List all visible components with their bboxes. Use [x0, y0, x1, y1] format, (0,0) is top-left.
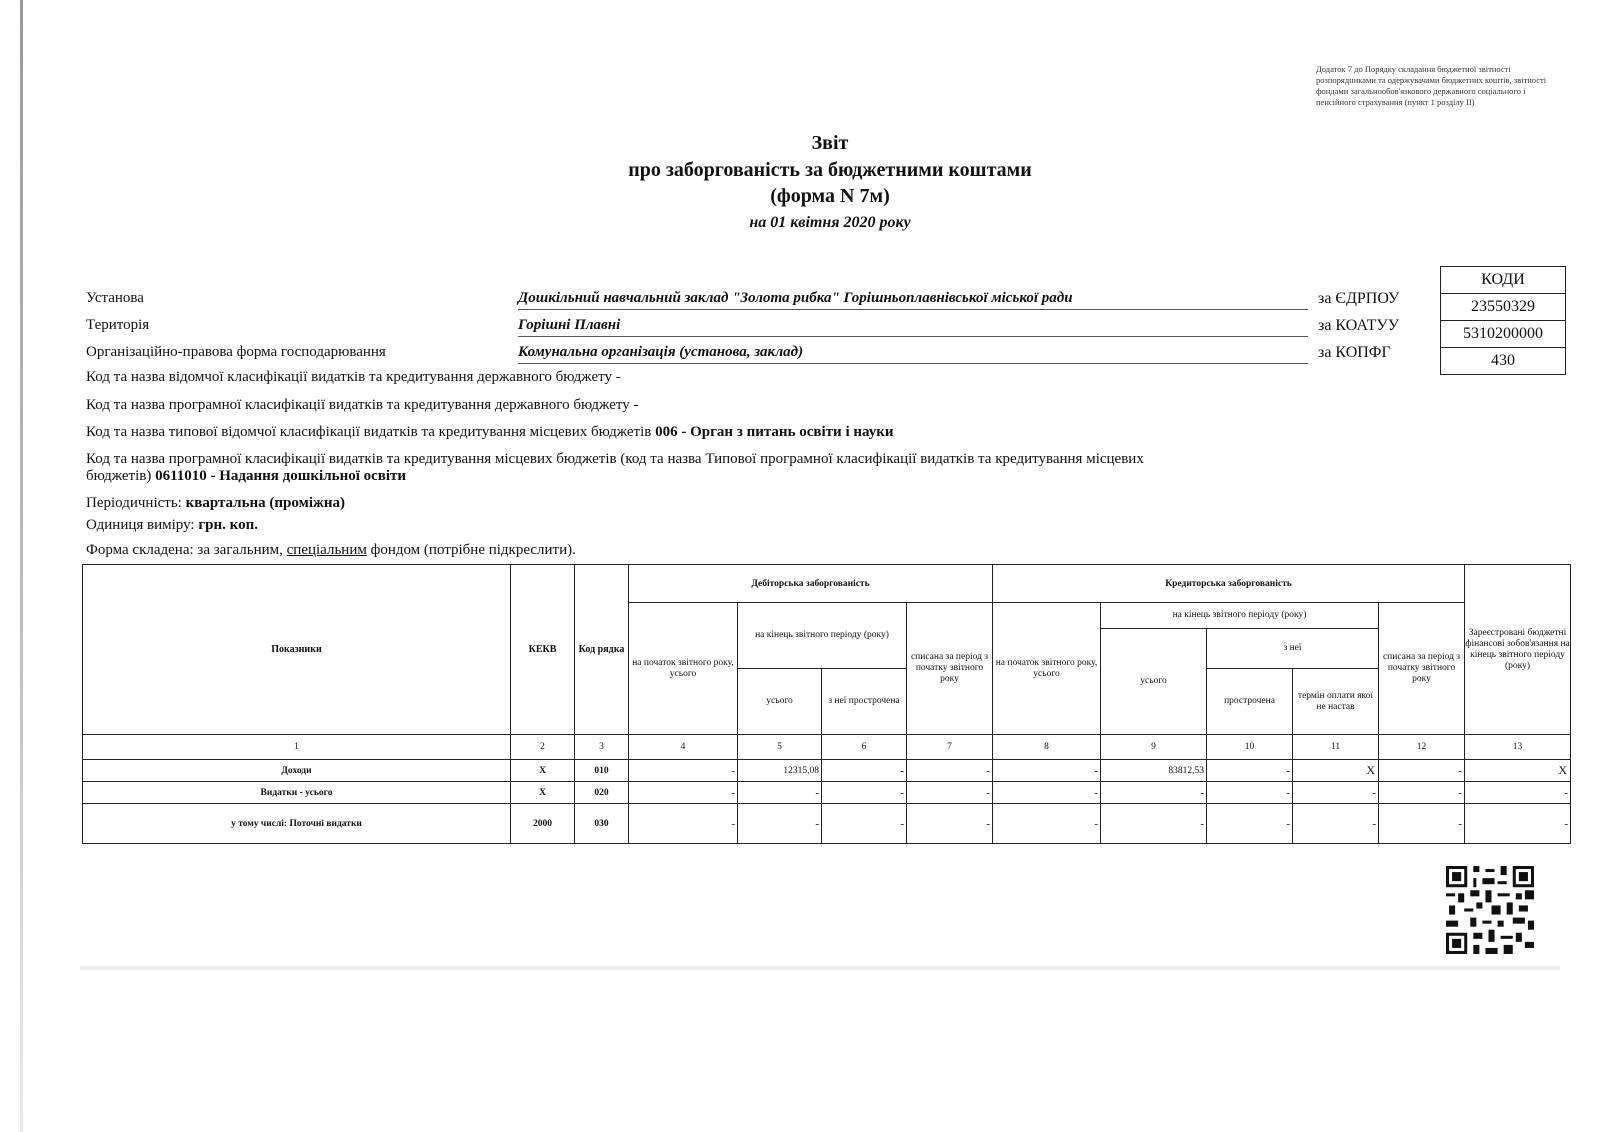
cell: X — [1293, 760, 1379, 782]
row-name: Видатки - усього — [83, 782, 511, 804]
header-debit-overdue: з неї прострочена — [822, 669, 907, 735]
kopfg-code: 430 — [1441, 348, 1566, 375]
colnum: 10 — [1207, 735, 1293, 760]
cell: - — [1293, 804, 1379, 844]
prog-class-line: Код та назва програмної класифікації видатків та кредитування державного бюджету - — [86, 397, 639, 413]
edrpou-code: 23550329 — [1441, 294, 1566, 321]
cell: - — [993, 782, 1101, 804]
cell: - — [1293, 782, 1379, 804]
local-prog-class-text-b: бюджетів) — [86, 468, 152, 484]
periodicity-value: квартальна (проміжна) — [185, 495, 346, 511]
fund-text-b: фондом (потрібне підкреслити). — [370, 542, 576, 558]
cell: - — [907, 804, 993, 844]
header-credit-total: усього — [1101, 629, 1207, 735]
cell: - — [1465, 782, 1571, 804]
institution-label: Установа — [86, 290, 144, 306]
row-code: 010 — [575, 760, 629, 782]
colnum: 4 — [629, 735, 738, 760]
header-indicators: Показники — [83, 565, 511, 735]
header-credit-notdue: термін оплати якої не настав — [1293, 669, 1379, 735]
unit-value: грн. коп. — [198, 517, 258, 533]
scan-artifact — [80, 966, 1560, 970]
cell: - — [1207, 760, 1293, 782]
local-prog-class-line — [86, 451, 1386, 485]
local-prog-class-text-a: Код та назва програмної класифікації видатків та кредитування місцевих бюджетів (код та назва Типової програмної класифікації видатків та кредитування місцевих — [86, 451, 1144, 467]
header-debit-end: на кінець звітного періоду (року) — [738, 603, 907, 669]
territory-value: Горішні Плавні — [518, 317, 1308, 337]
cell: - — [1379, 760, 1465, 782]
cell: - — [907, 760, 993, 782]
cell: X — [1465, 760, 1571, 782]
territory-label: Територія — [86, 317, 150, 333]
column-numbers-row — [83, 735, 1571, 760]
colnum: 2 — [511, 735, 575, 760]
form-value: Комунальна організація (установа, заклад) — [518, 344, 1308, 364]
report-subtitle: про заборгованість за бюджетними коштами — [628, 159, 1032, 181]
header-debit-start: на початок звітного року, усього — [629, 603, 738, 735]
header-credit: Кредиторська заборгованість — [993, 565, 1465, 603]
cell: - — [993, 804, 1101, 844]
row-code: 020 — [575, 782, 629, 804]
row-kekv: 2000 — [511, 804, 575, 844]
codes-title: КОДИ — [1441, 267, 1566, 294]
fund-line — [86, 542, 576, 559]
cell: - — [629, 804, 738, 844]
header-row-code: Код рядка — [575, 565, 629, 735]
cell: - — [1207, 804, 1293, 844]
header-credit-overdue: прострочена — [1207, 669, 1293, 735]
colnum: 8 — [993, 735, 1101, 760]
cell: 83812,53 — [1101, 760, 1207, 782]
cell: - — [1379, 804, 1465, 844]
header-debit: Дебіторська заборгованість — [629, 565, 993, 603]
header-credit-of: з неї — [1207, 629, 1379, 669]
row-kekv: X — [511, 782, 575, 804]
colnum: 13 — [1465, 735, 1571, 760]
cell: - — [822, 804, 907, 844]
colnum: 5 — [738, 735, 822, 760]
cell: - — [993, 760, 1101, 782]
cell: - — [907, 782, 993, 804]
fund-text-a: Форма складена: за загальним, — [86, 542, 283, 558]
header-credit-start: на початок звітного року, усього — [993, 603, 1101, 735]
table-row — [83, 760, 1571, 782]
unit-label: Одиниця виміру: — [86, 517, 195, 533]
periodicity-line — [86, 495, 345, 512]
fund-underlined: спеціальним — [286, 542, 367, 558]
cell: - — [1101, 782, 1207, 804]
header-credit-end: на кінець звітного періоду (року) — [1101, 603, 1379, 629]
colnum: 6 — [822, 735, 907, 760]
colnum: 9 — [1101, 735, 1207, 760]
edrpou-label: за ЄДРПОУ — [1318, 290, 1400, 307]
koatuu-label: за КОАТУУ — [1318, 317, 1400, 334]
codes-box — [1440, 266, 1566, 375]
colnum: 1 — [83, 735, 511, 760]
qr-code-icon — [1446, 866, 1534, 954]
table-row — [83, 804, 1571, 844]
report-date: на 01 квітня 2020 року — [749, 214, 911, 231]
local-dept-class-line — [86, 424, 894, 441]
colnum: 7 — [907, 735, 993, 760]
cell: - — [629, 760, 738, 782]
debt-table — [82, 564, 1571, 844]
form-label: Організаційно-правова форма господарювання — [86, 344, 386, 360]
row-kekv: X — [511, 760, 575, 782]
cell: - — [1465, 804, 1571, 844]
header-kekv: КЕКВ — [511, 565, 575, 735]
colnum: 3 — [575, 735, 629, 760]
table-row — [83, 782, 1571, 804]
header-debit-total: усього — [738, 669, 822, 735]
local-prog-class-value: 0611010 - Надання дошкільної освіти — [155, 468, 407, 484]
header-debit-written: списана за період з початку звітного року — [907, 603, 993, 735]
kopfg-label: за КОПФГ — [1318, 344, 1391, 361]
cell: - — [1379, 782, 1465, 804]
row-name: Доходи — [83, 760, 511, 782]
colnum: 12 — [1379, 735, 1465, 760]
report-form-number: (форма N 7м) — [770, 185, 890, 207]
dept-class-line: Код та назва відомчої класифікації видатків та кредитування державного бюджету - — [86, 369, 621, 385]
cell: - — [1101, 804, 1207, 844]
cell: - — [629, 782, 738, 804]
local-dept-class-value: 006 - Орган з питань освіти і науки — [655, 424, 894, 440]
header-registered: Зареєстровані бюджетні фінансові зобов'язання на кінець звітного періоду (року) — [1465, 565, 1571, 735]
local-dept-class-text: Код та назва типової відомчої класифікації видатків та кредитування місцевих бюджетів — [86, 424, 652, 440]
cell: - — [738, 782, 822, 804]
colnum: 11 — [1293, 735, 1379, 760]
periodicity-label: Періодичність: — [86, 495, 182, 511]
row-code: 030 — [575, 804, 629, 844]
unit-line — [86, 517, 258, 534]
annex-note: Додаток 7 до Порядку складання бюджетної звітності розпорядниками та одержувачами бюджетних коштів, звітності фондами загальнообов'язкового державного соціального і пенсійного страхування (пункт 1 розділу II) — [1316, 64, 1547, 107]
cell: - — [822, 760, 907, 782]
koatuu-code: 5310200000 — [1441, 321, 1566, 348]
report-title: Звіт — [811, 132, 849, 154]
cell: - — [822, 782, 907, 804]
cell: 12315,08 — [738, 760, 822, 782]
institution-value: Дошкільний навчальний заклад "Золота рибка" Горішньоплавнівської міської ради — [518, 290, 1308, 310]
row-name: у тому числі: Поточні видатки — [83, 804, 511, 844]
header-credit-written: списана за період з початку звітного року — [1379, 603, 1465, 735]
cell: - — [1207, 782, 1293, 804]
cell: - — [738, 804, 822, 844]
